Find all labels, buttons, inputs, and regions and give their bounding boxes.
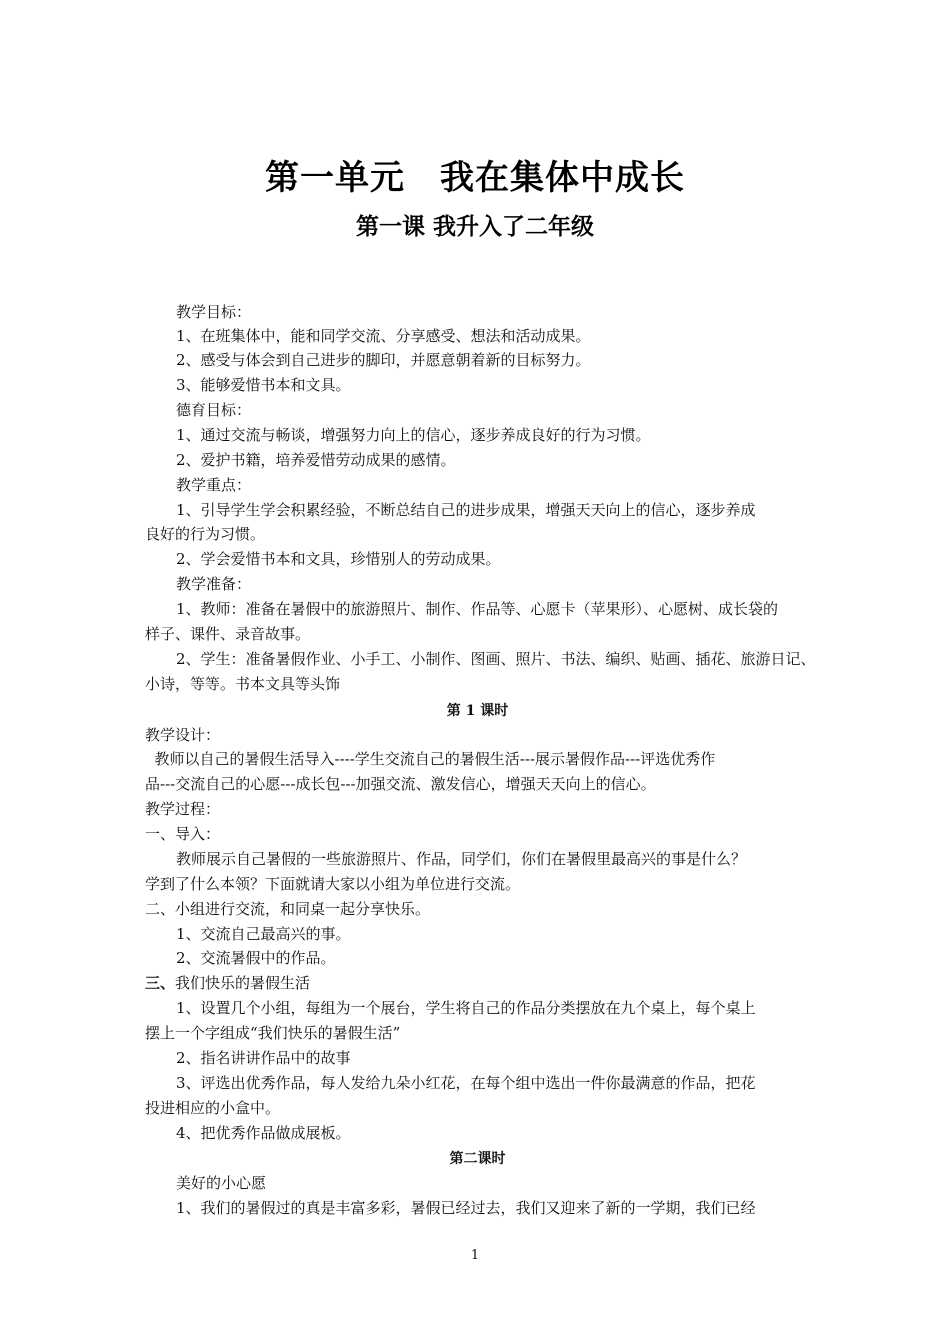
- paragraph-line: 学到了什么本领？下面就请大家以小组为单位进行交流。: [145, 875, 521, 893]
- section-heading: 教学设计：: [145, 726, 221, 744]
- section-heading: 教学重点：: [176, 476, 252, 494]
- paragraph-line: 小诗，等等。书本文具等头饰: [145, 675, 341, 693]
- page-number: 1: [470, 1248, 480, 1263]
- paragraph-line: 1、设置几个小组，每组为一个展台，学生将自己的作品分类摆放在九个桌上，每个桌上: [176, 999, 756, 1017]
- paragraph-line: 4、把优秀作品做成展板。: [176, 1124, 351, 1142]
- paragraph-line: 2、感受与体会到自己进步的脚印，并愿意朝着新的目标努力。: [176, 351, 591, 369]
- paragraph-line: 1、交流自己最高兴的事。: [176, 925, 351, 943]
- section-heading: 美好的小心愿: [176, 1174, 267, 1192]
- paragraph-line: 1、在班集体中，能和同学交流、分享感受、想法和活动成果。: [176, 327, 591, 345]
- paragraph-line: 1、教师：准备在暑假中的旅游照片、制作、作品等、心愿卡（苹果形）、心愿树、成长袋的: [176, 600, 779, 618]
- paragraph-line: 2、爱护书籍，培养爱惜劳动成果的感情。: [176, 451, 456, 469]
- paragraph-line: 教师以自己的暑假生活导入----学生交流自己的暑假生活---展示暑假作品---评选优秀作: [145, 750, 716, 768]
- paragraph-line: 品---交流自己的心愿---成长包---加强交流、激发信心，增强天天向上的信心。: [145, 775, 656, 793]
- paragraph-line: 1、通过交流与畅谈，增强努力向上的信心，逐步养成良好的行为习惯。: [176, 426, 651, 444]
- paragraph-line: 2、交流暑假中的作品。: [176, 949, 336, 967]
- section-heading: 一、导入：: [145, 825, 221, 843]
- lesson-period-heading: 第二课时: [449, 1151, 506, 1167]
- section-heading: 教学准备：: [176, 575, 252, 593]
- paragraph-line: 良好的行为习惯。: [145, 525, 266, 543]
- section-heading: 二、小组进行交流，和同桌一起分享快乐。: [145, 900, 431, 918]
- paragraph-line: 2、指名讲讲作品中的故事: [176, 1049, 351, 1067]
- lesson-title: 第一课 我升入了二年级: [355, 213, 594, 240]
- paragraph-line: 3、能够爱惜书本和文具。: [176, 376, 351, 394]
- section-heading: 教学过程：: [145, 800, 221, 818]
- paragraph-line: 3、评选出优秀作品，每人发给九朵小红花，在每个组中选出一件你最满意的作品，把花: [176, 1074, 756, 1092]
- paragraph-line: 2、学生：准备暑假作业、小手工、小制作、图画、照片、书法、编织、贴画、插花、旅游日记、: [176, 650, 816, 668]
- paragraph-line: 摆上一个字组成“我们快乐的暑假生活”: [145, 1024, 401, 1042]
- section-number: 三、: [145, 974, 176, 992]
- section-title: 我们快乐的暑假生活: [175, 974, 311, 992]
- paragraph-line: 1、引导学生学会积累经验，不断总结自己的进步成果，增强天天向上的信心，逐步养成: [176, 501, 756, 519]
- unit-title: 第一单元 我在集体中成长: [265, 158, 685, 198]
- paragraph-line: 样子、课件、录音故事。: [145, 625, 311, 643]
- lesson-period-heading: 第 1 课时: [446, 703, 509, 719]
- section-heading: [145, 971, 810, 995]
- paragraph-line: 1、我们的暑假过的真是丰富多彩，暑假已经过去，我们又迎来了新的一学期，我们已经: [176, 1199, 756, 1217]
- section-heading: 教学目标：: [176, 303, 252, 321]
- paragraph-line: 投进相应的小盒中。: [145, 1099, 281, 1117]
- section-heading: 德育目标：: [176, 401, 252, 419]
- paragraph-line: 2、学会爱惜书本和文具，珍惜别人的劳动成果。: [176, 550, 501, 568]
- paragraph-line: 教师展示自己暑假的一些旅游照片、作品，同学们，你们在暑假里最高兴的事是什么？: [176, 850, 747, 868]
